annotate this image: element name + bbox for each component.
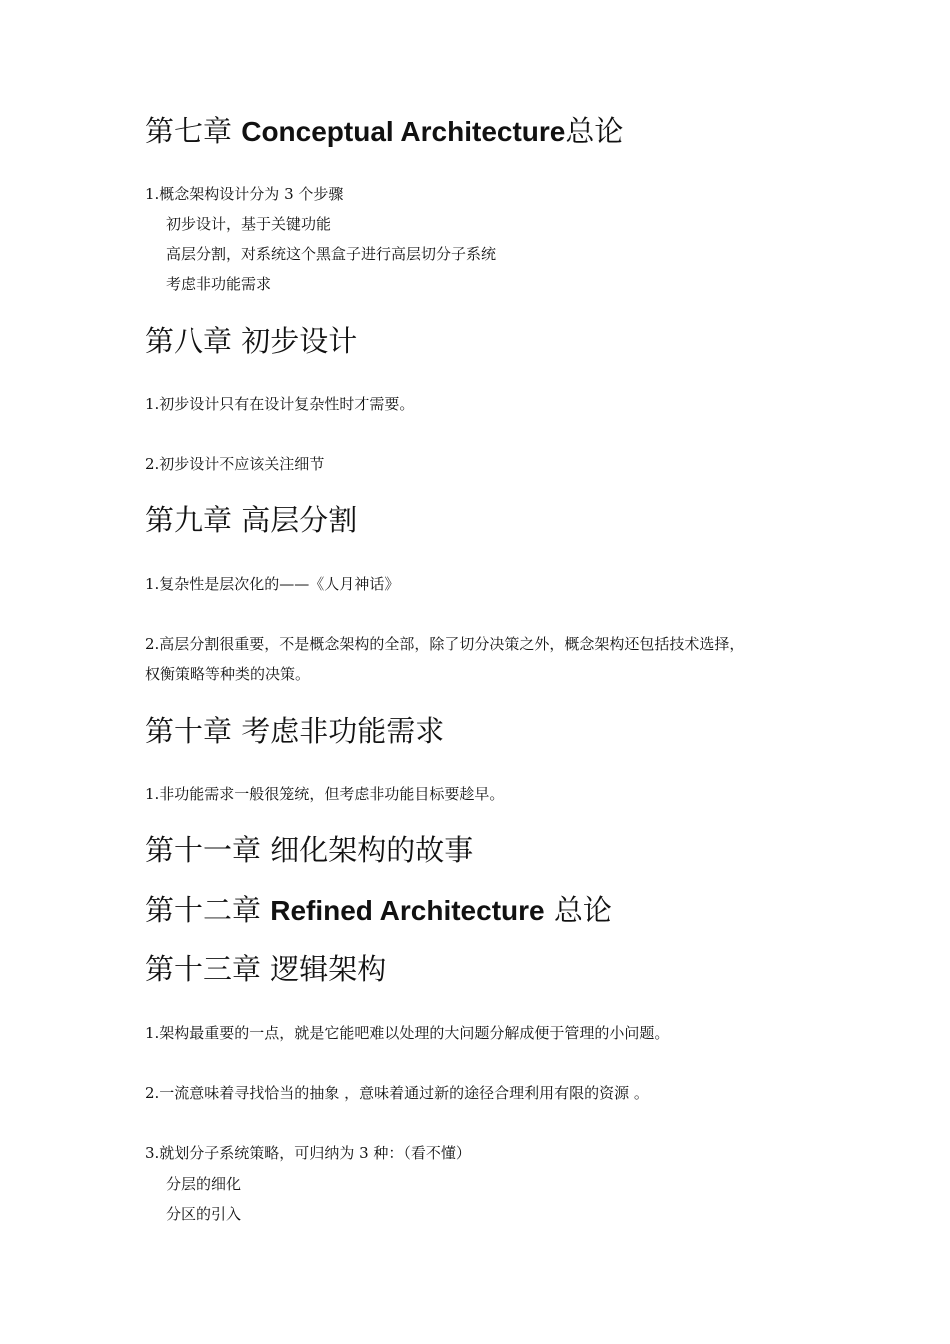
chapter-12-suffix: 总论 [553, 893, 612, 927]
chapter-13-item-3: 3.就划分子系统策略，可归纳为 3 种：（看不懂） [145, 1144, 471, 1162]
chapter-9-item-2: 2.高层分割很重要，不是概念架构的全部，除了切分决策之外，概念架构还包括技术选择， [145, 635, 745, 653]
chapter-9-item-1: 1.复杂性是层次化的——《人月神话》 [145, 575, 400, 593]
chapter-13-item-1: 1.架构最重要的一点，就是它能吧难以处理的大问题分解成便于管理的小问题。 [145, 1024, 670, 1042]
chapter-10-item-1: 1.非功能需求一般很笼统，但考虑非功能目标要趁早。 [145, 785, 505, 803]
chapter-7-item-1: 1.概念架构设计分为 3 个步骤 [145, 185, 344, 203]
chapter-7-heading [145, 114, 623, 149]
chapter-13-item-2: 2.一流意味着寻找恰当的抽象 ，意味着通过新的途径合理利用有限的资源 。 [145, 1084, 649, 1102]
chapter-7-subitem-2: 高层分割，对系统这个黑盒子进行高层切分子系统 [166, 245, 497, 263]
chapter-7-subitem-3: 考虑非功能需求 [166, 275, 272, 293]
chapter-7-suffix: 总论 [565, 114, 624, 148]
chapter-8-item-1: 1.初步设计只有在设计复杂性时才需要。 [145, 395, 415, 413]
chapter-13-subitem-2: 分区的引入 [166, 1205, 242, 1223]
chapter-11-heading: 第十一章 细化架构的故事 [145, 833, 474, 867]
chapter-8-heading: 第八章 初步设计 [145, 324, 358, 358]
chapter-12-prefix: 第十二章 [145, 893, 262, 927]
chapter-8-item-2: 2.初步设计不应该关注细节 [145, 455, 325, 473]
chapter-12-english-title: Refined Architecture [270, 895, 545, 926]
chapter-7-subitem-1: 初步设计，基于关键功能 [166, 215, 332, 233]
chapter-10-heading: 第十章 考虑非功能需求 [145, 714, 445, 748]
chapter-13-subitem-1: 分层的细化 [166, 1175, 242, 1193]
chapter-9-heading: 第九章 高层分割 [145, 503, 358, 537]
chapter-7-english-title: Conceptual Architecture [241, 116, 566, 147]
chapter-13-heading: 第十三章 逻辑架构 [145, 952, 387, 986]
chapter-9-item-2-continued: 权衡策略等种类的决策。 [145, 665, 311, 683]
chapter-7-prefix: 第七章 [145, 114, 233, 148]
chapter-12-heading [145, 893, 612, 928]
